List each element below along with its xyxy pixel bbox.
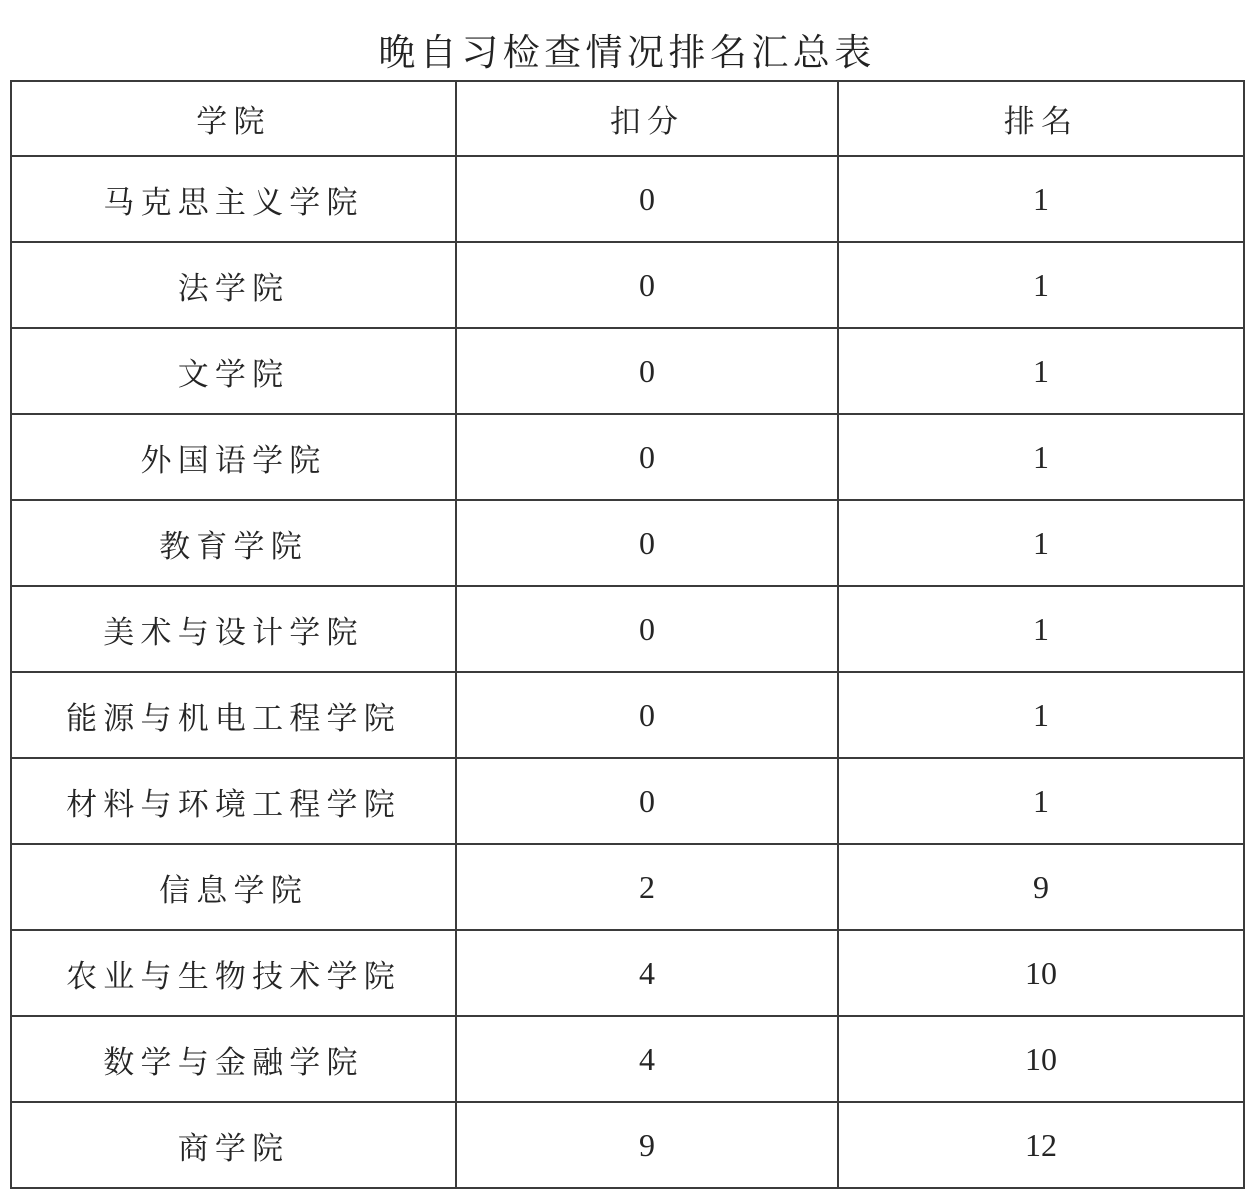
rank-cell: 9 [838, 844, 1244, 930]
college-cell: 能源与机电工程学院 [11, 672, 456, 758]
table-row [11, 242, 1244, 328]
deduction-cell: 0 [456, 586, 838, 672]
college-cell: 马克思主义学院 [11, 156, 456, 242]
deduction-cell: 4 [456, 1016, 838, 1102]
deduction-cell: 0 [456, 242, 838, 328]
rank-cell: 1 [838, 672, 1244, 758]
college-cell: 法学院 [11, 242, 456, 328]
rank-cell: 1 [838, 586, 1244, 672]
college-cell: 材料与环境工程学院 [11, 758, 456, 844]
table-header-row [11, 81, 1244, 156]
rank-cell: 10 [838, 1016, 1244, 1102]
rank-cell: 1 [838, 500, 1244, 586]
table-row [11, 328, 1244, 414]
rank-cell: 1 [838, 414, 1244, 500]
college-cell: 文学院 [11, 328, 456, 414]
table-row [11, 930, 1244, 1016]
table-row [11, 586, 1244, 672]
deduction-cell: 0 [456, 414, 838, 500]
deduction-cell: 0 [456, 328, 838, 414]
table-row [11, 844, 1244, 930]
ranking-table [10, 80, 1245, 1189]
college-cell: 数学与金融学院 [11, 1016, 456, 1102]
column-header-rank: 排名 [838, 81, 1244, 156]
deduction-cell: 0 [456, 156, 838, 242]
rank-cell: 12 [838, 1102, 1244, 1188]
college-cell: 商学院 [11, 1102, 456, 1188]
page-title: 晚自习检查情况排名汇总表 [378, 33, 876, 74]
rank-cell: 10 [838, 930, 1244, 1016]
college-cell: 外国语学院 [11, 414, 456, 500]
deduction-cell: 2 [456, 844, 838, 930]
rank-cell: 1 [838, 328, 1244, 414]
rank-cell: 1 [838, 242, 1244, 328]
deduction-cell: 4 [456, 930, 838, 1016]
college-cell: 教育学院 [11, 500, 456, 586]
rank-cell: 1 [838, 758, 1244, 844]
deduction-cell: 0 [456, 500, 838, 586]
college-cell: 信息学院 [11, 844, 456, 930]
deduction-cell: 0 [456, 672, 838, 758]
deduction-cell: 0 [456, 758, 838, 844]
deduction-cell: 9 [456, 1102, 838, 1188]
table-row [11, 156, 1244, 242]
column-header-deduction: 扣分 [456, 81, 838, 156]
college-cell: 农业与生物技术学院 [11, 930, 456, 1016]
table-row [11, 500, 1244, 586]
table-row [11, 758, 1244, 844]
table-row [11, 414, 1244, 500]
table-row [11, 672, 1244, 758]
table-row [11, 1102, 1244, 1188]
rank-cell: 1 [838, 156, 1244, 242]
table-row [11, 1016, 1244, 1102]
column-header-college: 学院 [11, 81, 456, 156]
college-cell: 美术与设计学院 [11, 586, 456, 672]
